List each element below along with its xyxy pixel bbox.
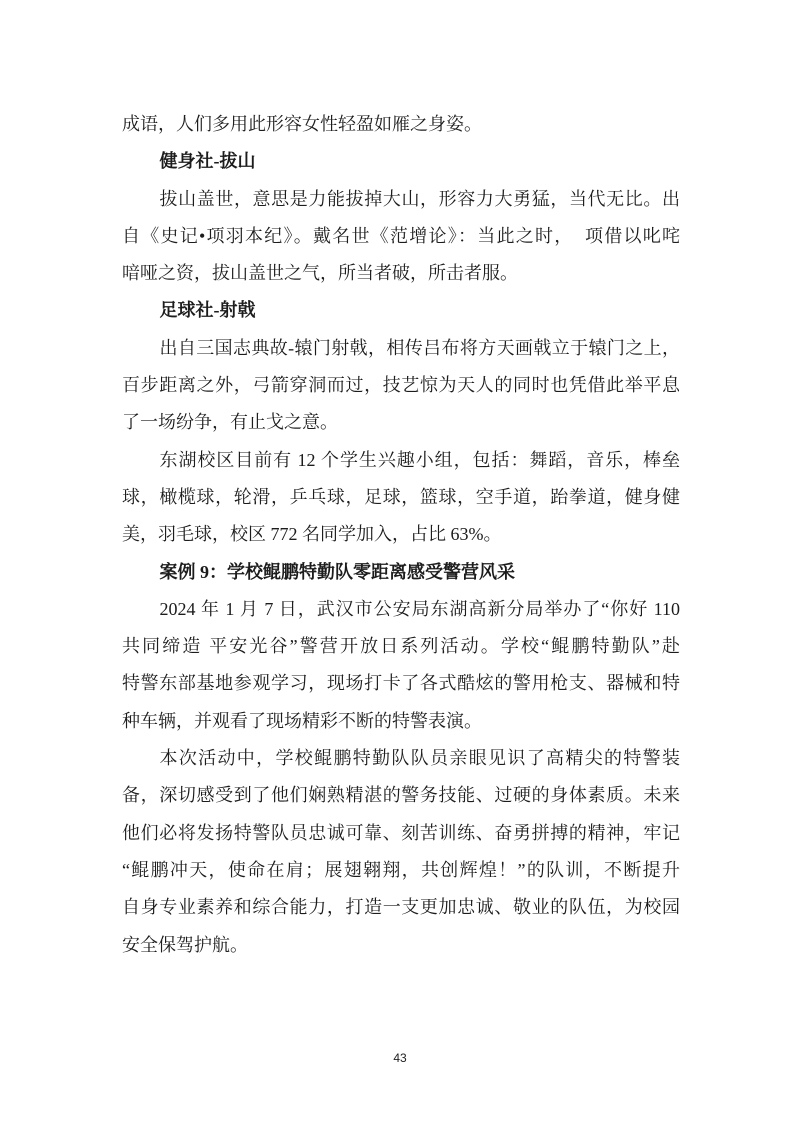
paragraph-line: 东湖校区目前有 12 个学生兴趣小组，包括：舞蹈，音乐，棒垒 <box>159 449 680 470</box>
paragraph-line: “鲲鹏冲天，使命在肩；展翅翱翔，共创辉煌！”的队训，不断提升 <box>122 859 680 880</box>
paragraph-line: 百步距离之外，弓箭穿洞而过，技艺惊为天人的同时也凭借此举平息 <box>122 375 680 396</box>
paragraph-line: 备，深切感受到了他们娴熟精湛的警务技能、过硬的身体素质。未来 <box>122 785 680 806</box>
paragraph-line: 成语，人们多用此形容女性轻盈如雁之身姿。 <box>122 114 482 134</box>
paragraph-line: 自身专业素养和综合能力，打造一支更加忠诚、敬业的队伍，为校园 <box>122 897 680 918</box>
paragraph-line: 出自三国志典故-辕门射戟，相传吕布将方天画戟立于辕门之上， <box>159 337 680 358</box>
paragraph <box>122 181 680 293</box>
section-case-9 <box>122 554 680 964</box>
paragraph-line: 美，羽毛球，校区 772 名同学加入，占比 63%。 <box>122 524 502 545</box>
section-zuqiu-sheji <box>122 292 680 553</box>
paragraph-line: 了一场纷争，有止戈之意。 <box>122 412 338 433</box>
paragraph-line: 本次活动中，学校鲲鹏特勤队队员亲眼见识了高精尖的特警装 <box>159 748 680 769</box>
paragraph <box>122 591 680 740</box>
paragraph-line: 特警东部基地参观学习，现场打卡了各式酷炫的警用枪支、器械和特 <box>122 673 680 694</box>
page-number: 43 <box>393 1051 407 1065</box>
paragraph-continuation <box>122 106 680 143</box>
paragraph <box>122 740 680 964</box>
paragraph <box>122 442 680 554</box>
paragraph-line: 种车辆，并观看了现场精彩不断的特警表演。 <box>122 710 482 731</box>
paragraph-line: 他们必将发扬特警队员忠诚可靠、刻苦训练、奋勇拼搏的精神，牢记 <box>122 822 680 843</box>
section-heading: 案例 9：学校鲲鹏特勤队零距离感受警营风采 <box>159 561 515 582</box>
paragraph-line: 2024 年 1 月 7 日，武汉市公安局东湖高新分局举办了“你好 110 <box>159 598 680 619</box>
paragraph-line: 自《史记•项羽本纪》。戴名世《范增论》：当此之时， 项借以叱咤 <box>122 225 680 246</box>
section-heading: 足球社-射戟 <box>159 300 256 321</box>
text-column <box>122 106 680 964</box>
paragraph-line: 喑哑之资，拔山盖世之气，所当者破，所击者服。 <box>122 263 518 284</box>
section-jianshen-bashan <box>122 143 680 292</box>
paragraph-line: 拔山盖世，意思是力能拔掉大山，形容力大勇猛，当代无比。出 <box>159 188 680 209</box>
section-heading: 健身社-拔山 <box>159 151 256 172</box>
paragraph-line: 共同缔造 平安光谷”警营开放日系列活动。学校“鲲鹏特勤队”赴 <box>122 636 680 657</box>
paragraph-line: 安全保驾护航。 <box>122 934 248 955</box>
paragraph <box>122 330 680 442</box>
paragraph-line: 球，橄榄球，轮滑，乒乓球，足球，篮球，空手道，跆拳道，健身健 <box>122 486 680 507</box>
